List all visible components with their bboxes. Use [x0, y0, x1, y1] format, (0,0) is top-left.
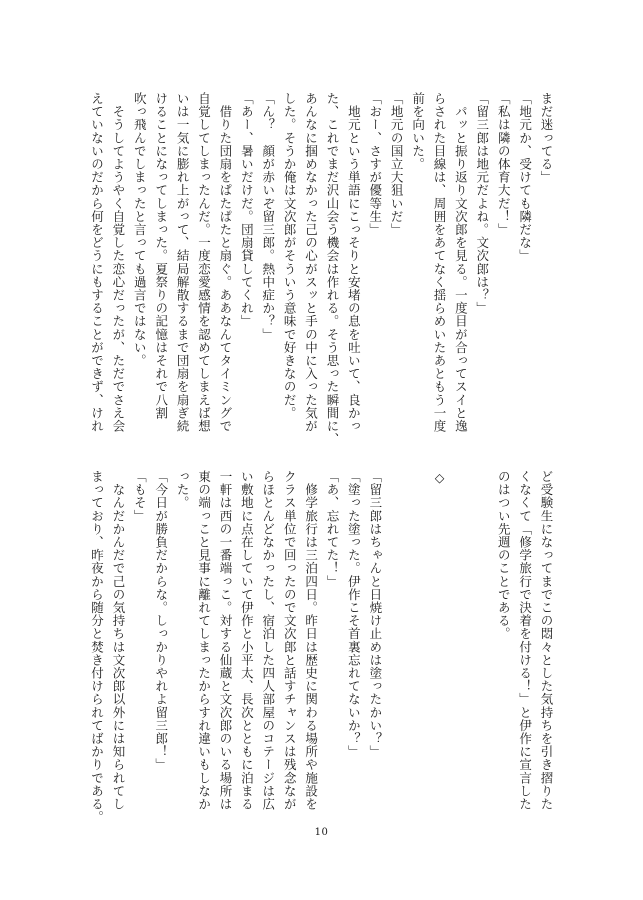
text-line: くなくて「修学旅行で決着を付ける！」と伊作に宣言した: [517, 470, 533, 811]
text-line: そうしてようやく自覚した恋心だったが、ただでさえ会: [110, 92, 126, 433]
lower-text-block: [86, 470, 557, 824]
text-line: い敷地に点在していて伊作と小平太、長次とともに泊まる: [239, 470, 255, 811]
text-line: まだ迷ってる」: [539, 92, 554, 184]
text-line: 前を向いた。: [410, 92, 426, 171]
page-number: 10: [314, 827, 329, 838]
blank-line: [386, 470, 407, 810]
text-line: パッと振り返り文次郎を見る。一度目が合ってスイと逸: [453, 92, 469, 433]
text-line: 借りた団扇をぱたぱたと扇ぐ。ああなんてタイミングで: [217, 92, 233, 433]
text-line: クラス単位で回ったので文次郎と話すチャンスは残念なが: [282, 470, 298, 811]
text-line: 「ん？ 顔が赤いぞ留三郎。熱中症か？」: [260, 92, 276, 341]
upper-text-block: [86, 92, 557, 446]
text-line: 修学旅行は三泊四日。昨日は歴史に関わる場所や施設を: [303, 470, 319, 811]
text-line: ど受験生になってまでこの悶々とした気持ちを引き摺りた: [539, 470, 554, 811]
text-line: 「あ、忘れてた！」: [325, 470, 340, 588]
text-line: けることになってしまった。夏祭りの記憶はそれで八割: [153, 92, 169, 420]
text-line: 「もそ」: [132, 470, 148, 523]
blank-line: [407, 470, 428, 810]
text-line: た、これでまだ沢山会う機会は作れる。そう思った瞬間に、: [324, 92, 340, 446]
text-line: いは一気に膨れ上がって、結局解散するまで団扇を扇ぎ続: [175, 92, 191, 433]
text-line: 吹っ飛んでしまったと言っても過言ではない。: [132, 92, 148, 368]
section-break-diamond: ◇: [432, 470, 447, 486]
text-line: 「今日が勝負だからな。しっかりやれよ留三郎！」: [153, 470, 169, 772]
text-line: らほとんどなかったし、宿泊した四人部屋のコテージは広: [260, 470, 276, 811]
text-line: 「あー、暑いだけだ。団扇貸してくれ」: [239, 92, 255, 328]
text-line: のはつい先週のことである。: [496, 470, 512, 641]
text-line: なんだかんだで己の気持ちは文次郎以外には知られてし: [110, 470, 126, 811]
text-line: 「私は隣の体育大だ！」: [496, 92, 512, 237]
text-line: 「留三郎は地元だよね。文次郎は？」: [474, 92, 490, 315]
text-line: 一軒は西の一番端っこ。対する仙蔵と文次郎のいる場所は: [217, 470, 233, 811]
text-line: 「地元か、受けても隣だな」: [517, 92, 533, 263]
text-line: 「留三郎はちゃんと日焼け止めは塗ったかい？」: [367, 470, 383, 759]
blank-line: [471, 470, 492, 810]
text-line: あんなに掴めなかった己の心がスッと手の中に入った気が: [303, 92, 319, 433]
text-line: えていないのだから何をどうにもすることができず、けれ: [89, 92, 105, 433]
text-line: した。そうか俺は文次郎がそういう意味で好きなのだ。: [282, 92, 298, 420]
text-line: 東の端っこと見事に離れてしまったからすれ違いもしなか: [196, 470, 212, 811]
text-line: 地元という単語にこっそりと安堵の息を吐いて、良かっ: [346, 92, 362, 433]
blank-line: [450, 470, 471, 810]
text-line: った。: [175, 470, 191, 510]
text-line: 「おー、さすが優等生」: [367, 92, 383, 237]
text-line: 「塗った塗った。伊作こそ首裏忘れてないか？」: [346, 470, 362, 759]
text-line: らされた目線は、周囲をあてなく揺らめいたあともう一度: [431, 92, 447, 433]
text-line: 「地元の国立大狙いだ」: [389, 92, 405, 237]
text-line: まっており、昨夜から随分と焚き付けられてばかりである。: [89, 470, 105, 824]
text-line: 自覚してしまったんだ。一度恋愛感情を認めてしまえば想: [196, 92, 212, 433]
